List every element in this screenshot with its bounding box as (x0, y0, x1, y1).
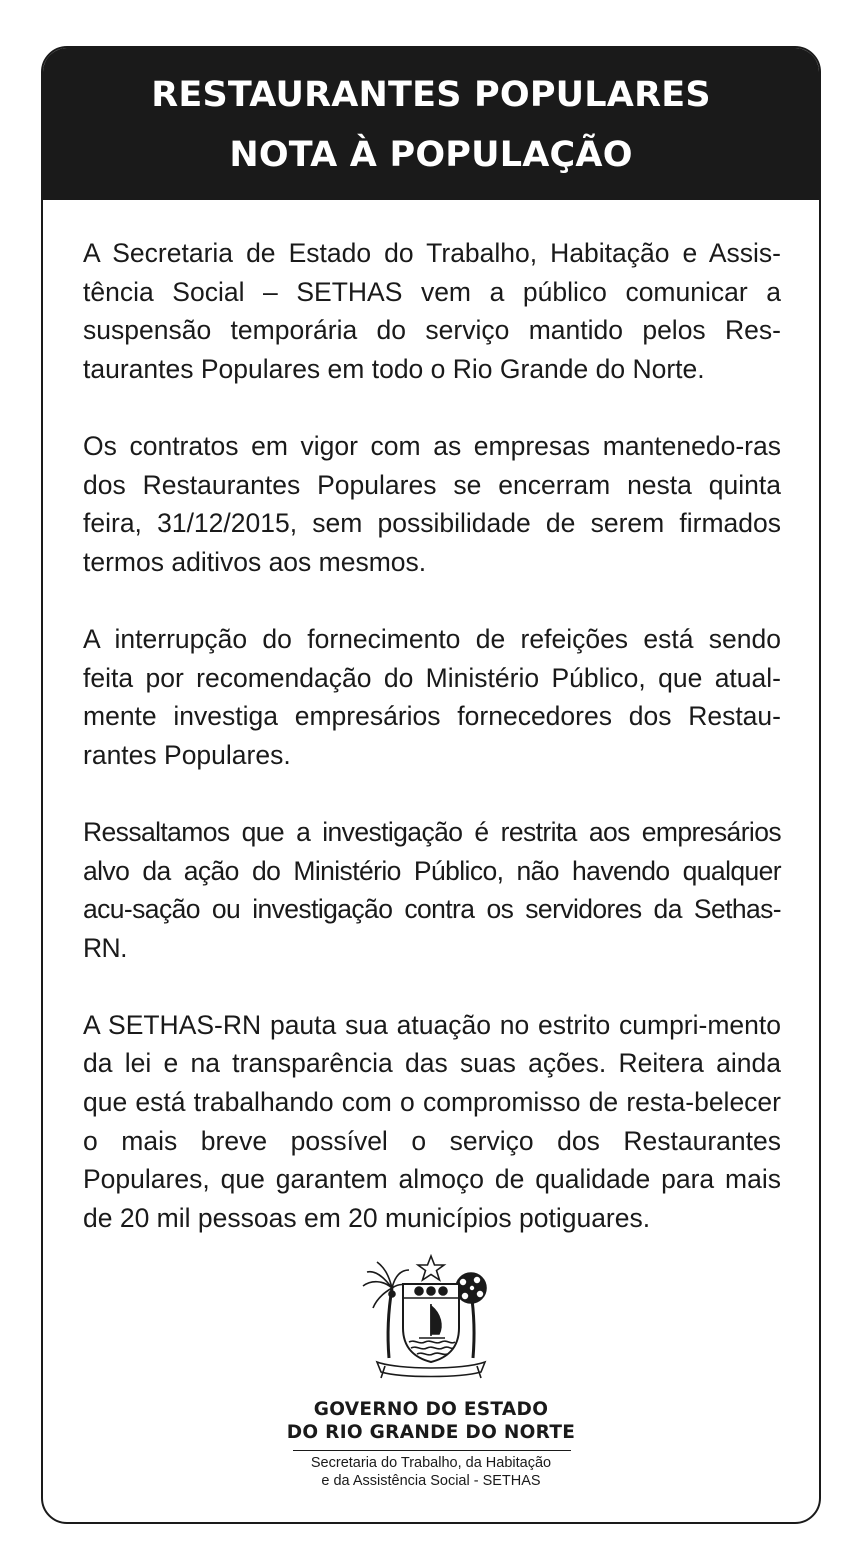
notice-frame (41, 46, 821, 1524)
paragraph-4: Ressaltamos que a investigação é restrita aos empresários alvo da ação do Ministério Público, não havendo qualquer acu-sação ou investigação contra os servidores da Sethas-RN. (83, 816, 781, 963)
government-line-2: DO RIO GRANDE DO NORTE (286, 1422, 576, 1443)
secretariat-line-1: Secretaria do Trabalho, da Habitação (310, 1455, 552, 1471)
notice-subtitle: NOTA À POPULAÇÃO (229, 135, 633, 175)
secretariat-name (43, 1454, 819, 1490)
notice-header (43, 48, 819, 200)
paragraph-1: A Secretaria de Estado do Trabalho, Habitação e Assis-tência Social – SETHAS vem a público comunicar a suspensão temporária do serviço mantido pelos Res-taurantes Populares em todo o Rio Grande do Norte. (83, 238, 781, 384)
coat-of-arms-icon (359, 1254, 503, 1384)
paragraph-2: Os contratos em vigor com as empresas mantenedo-ras dos Restaurantes Populares se encerram nesta quinta feira, 31/12/2015, sem possibilidade de serem firmados termos aditivos aos mesmos. (83, 430, 781, 577)
government-name (43, 1398, 819, 1444)
notice-body (83, 234, 781, 1276)
paragraph-3: A interrupção do fornecimento de refeições está sendo feita por recomendação do Ministério Público, que atual-mente investiga empresários fornecedores dos Restau-rantes Populares. (83, 623, 781, 770)
government-line-1: GOVERNO DO ESTADO (313, 1399, 549, 1420)
secretariat-line-2: e da Assistência Social - SETHAS (321, 1473, 541, 1489)
footer-divider (293, 1450, 571, 1451)
notice-title: RESTAURANTES POPULARES (151, 75, 711, 115)
paragraph-5: A SETHAS-RN pauta sua atuação no estrito cumpri-mento da lei e na transparência das suas ações. Reitera ainda que está trabalhando com o compromisso de resta-belecer o mais breve possível o serviço dos Restaurantes Populares, que garantem almoço de qualidade para mais de 20 mil pessoas em 20 municípios potiguares. (83, 1009, 781, 1233)
